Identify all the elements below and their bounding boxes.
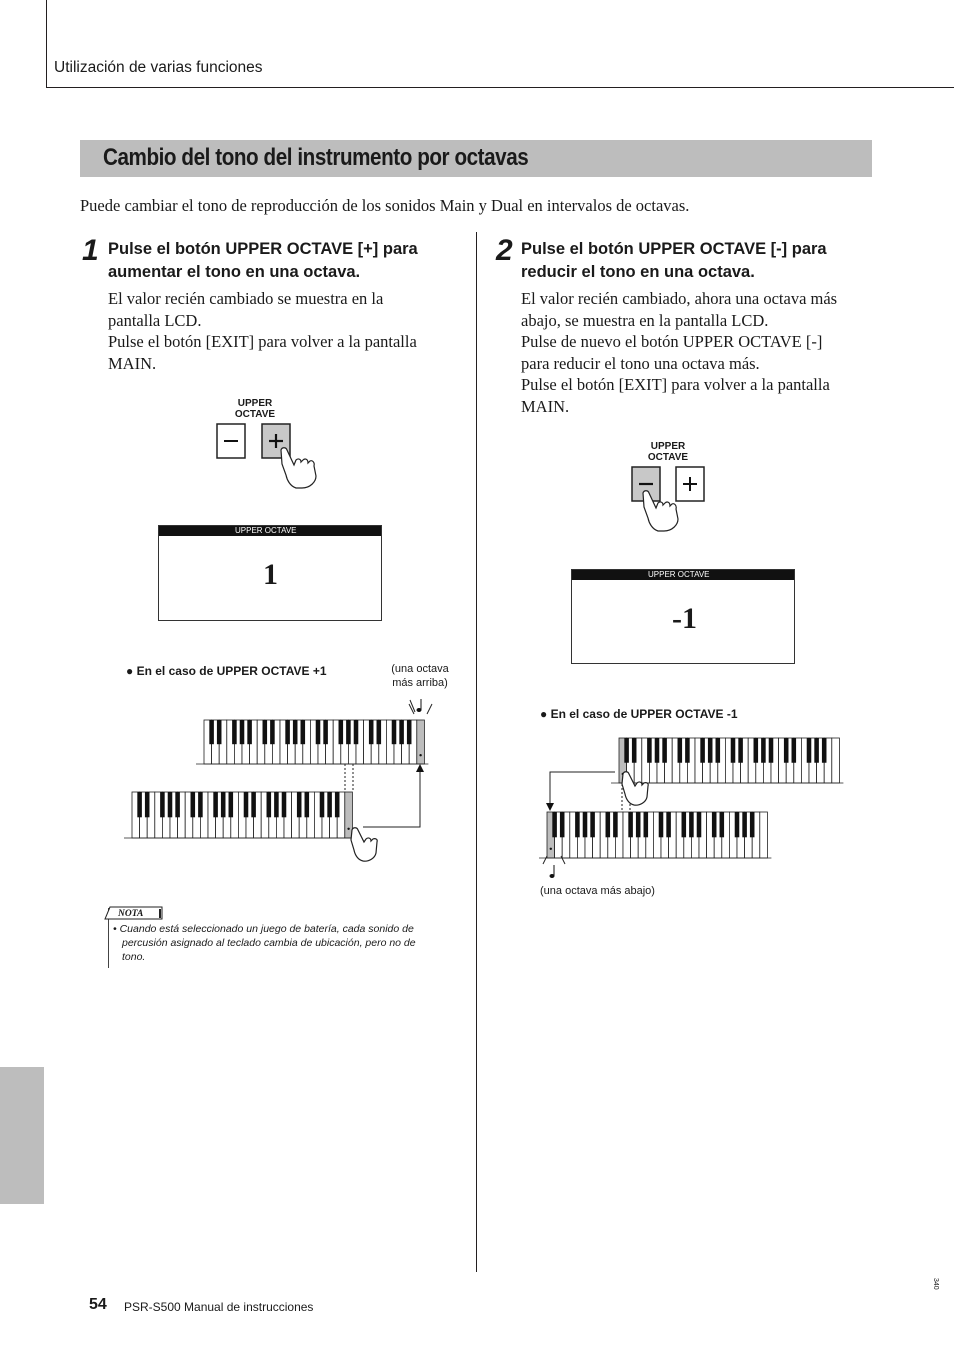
header-vertical-rule [46, 0, 47, 88]
black-key [678, 738, 683, 763]
black-key [560, 812, 565, 837]
black-key [240, 720, 245, 744]
black-key [575, 812, 580, 837]
black-key [590, 812, 595, 837]
black-key [377, 720, 382, 744]
white-key [345, 792, 353, 838]
black-key [632, 738, 637, 763]
black-key [213, 792, 218, 817]
black-key [731, 738, 736, 763]
black-key [784, 738, 789, 763]
black-key [708, 738, 713, 763]
black-key [305, 792, 310, 817]
page-number: 54 [89, 1296, 107, 1313]
black-key [659, 812, 664, 837]
black-key [682, 812, 687, 837]
nota-text: • Cuando está seleccionado un juego de batería, cada sonido de percusión asignado al teclado cambia de ubicación, pero no de tono. [113, 923, 416, 963]
black-key [267, 792, 272, 817]
black-key [270, 720, 275, 744]
octave-down-note: (una octava más abajo) [540, 885, 655, 897]
black-key [769, 738, 774, 763]
black-key [221, 792, 226, 817]
lcd-value: 1 [263, 558, 278, 591]
black-key [168, 792, 173, 817]
caption-step2: ● En el caso de UPPER OCTAVE -1 [540, 707, 738, 721]
black-key [145, 792, 150, 817]
black-key [814, 738, 819, 763]
black-key [160, 792, 165, 817]
step-1-heading: Pulse el botón UPPER OCTAVE [+] para aumentar el tono en una octava. [108, 240, 418, 281]
step-2-body: El valor recién cambiado, ahora una octava más abajo, se muestra en la pantalla LCD. Pulse de nuevo el botón UPPER OCTAVE [-] para reducir el tono una octava más. Pulse el botón [EXIT] para volver a la pantalla MAIN. [521, 289, 838, 416]
section-intro: Puede cambiar el tono de reproducción de los sonidos Main y Dual en intervalos de octavas. [80, 196, 690, 215]
black-key [354, 720, 359, 744]
side-tab [0, 1067, 44, 1204]
black-key [742, 812, 747, 837]
lcd-display-step2 [571, 569, 795, 664]
black-key [407, 720, 412, 744]
black-key [822, 738, 827, 763]
upper-octave-buttons-minus [624, 463, 744, 543]
black-key [263, 720, 268, 744]
black-key [282, 792, 287, 817]
pointing-hand-icon [281, 448, 316, 488]
key-marker [550, 848, 552, 850]
black-key [624, 738, 629, 763]
running-header: Utilización de varias funciones [54, 59, 263, 76]
black-key [606, 812, 611, 837]
black-key [247, 720, 252, 744]
black-key [697, 812, 702, 837]
black-key [297, 792, 302, 817]
black-key [628, 812, 633, 837]
black-key [339, 720, 344, 744]
black-key [301, 720, 306, 744]
step-2-number: 2 [496, 234, 513, 267]
white-key [832, 738, 840, 783]
black-key [251, 792, 256, 817]
step-1-number: 1 [82, 234, 99, 267]
white-key [760, 812, 768, 858]
header-horizontal-rule [46, 87, 954, 88]
black-key [346, 720, 351, 744]
arrow-down-icon [546, 803, 554, 811]
lcd-title-bar: UPPER OCTAVE [159, 526, 381, 536]
black-key [137, 792, 142, 817]
column-divider [476, 232, 477, 1272]
nota-label: NOTA [118, 909, 144, 919]
black-key [198, 792, 203, 817]
black-key [700, 738, 705, 763]
black-key [613, 812, 618, 837]
black-key [191, 792, 196, 817]
section-title: Cambio del tono del instrumento por octavas [103, 144, 529, 171]
black-key [392, 720, 397, 744]
black-key [175, 792, 180, 817]
black-key [232, 720, 237, 744]
lcd-display-step1 [158, 525, 382, 621]
black-key [644, 812, 649, 837]
black-key [217, 720, 222, 744]
step-2-heading: Pulse el botón UPPER OCTAVE [-] para reducir el tono en una octava. [521, 240, 827, 281]
black-key [583, 812, 588, 837]
black-key [807, 738, 812, 763]
black-key [285, 720, 290, 744]
upper-octave-buttons-plus [210, 420, 330, 500]
pointing-hand-icon [351, 828, 377, 861]
arrow-up-icon [416, 764, 424, 772]
caption-step1: ● En el caso de UPPER OCTAVE +1 [126, 664, 327, 678]
black-key [399, 720, 404, 744]
keyboard-diagram-step2 [535, 730, 855, 880]
bullet-icon: ● [126, 664, 134, 678]
black-key [636, 812, 641, 837]
black-key [716, 738, 721, 763]
black-key [323, 720, 328, 744]
black-key [293, 720, 298, 744]
bullet-icon: ● [540, 707, 548, 721]
black-key [316, 720, 321, 744]
black-key [229, 792, 234, 817]
step-1-body: El valor recién cambiado se muestra en la pantalla LCD. Pulse el botón [EXIT] para volver a la pantalla MAIN. [108, 289, 417, 373]
lcd-value: -1 [672, 602, 697, 635]
black-key [754, 738, 759, 763]
black-key [335, 792, 340, 817]
black-key [720, 812, 725, 837]
black-key [761, 738, 766, 763]
black-key [320, 792, 325, 817]
keyboard-diagram-step1 [120, 690, 440, 870]
black-key [750, 812, 755, 837]
black-key [552, 812, 557, 837]
black-key [685, 738, 690, 763]
black-key [274, 792, 279, 817]
black-key [666, 812, 671, 837]
black-key [655, 738, 660, 763]
upper-octave-label: UPPER OCTAVE [647, 441, 689, 463]
black-key [689, 812, 694, 837]
black-key [209, 720, 214, 744]
black-key [738, 738, 743, 763]
key-marker [419, 754, 421, 756]
lcd-title-bar: UPPER OCTAVE [572, 570, 794, 580]
black-key [369, 720, 374, 744]
black-key [735, 812, 740, 837]
black-key [712, 812, 717, 837]
side-code: 340 [932, 1278, 939, 1290]
black-key [327, 792, 332, 817]
black-key [647, 738, 652, 763]
manual-title: PSR-S500 Manual de instrucciones [124, 1300, 314, 1314]
white-key [417, 720, 425, 764]
black-key [244, 792, 249, 817]
octave-up-note: (una octava más arriba) [391, 663, 449, 689]
black-key [662, 738, 667, 763]
key-marker [347, 828, 349, 830]
upper-octave-label: UPPER OCTAVE [234, 398, 276, 420]
black-key [792, 738, 797, 763]
